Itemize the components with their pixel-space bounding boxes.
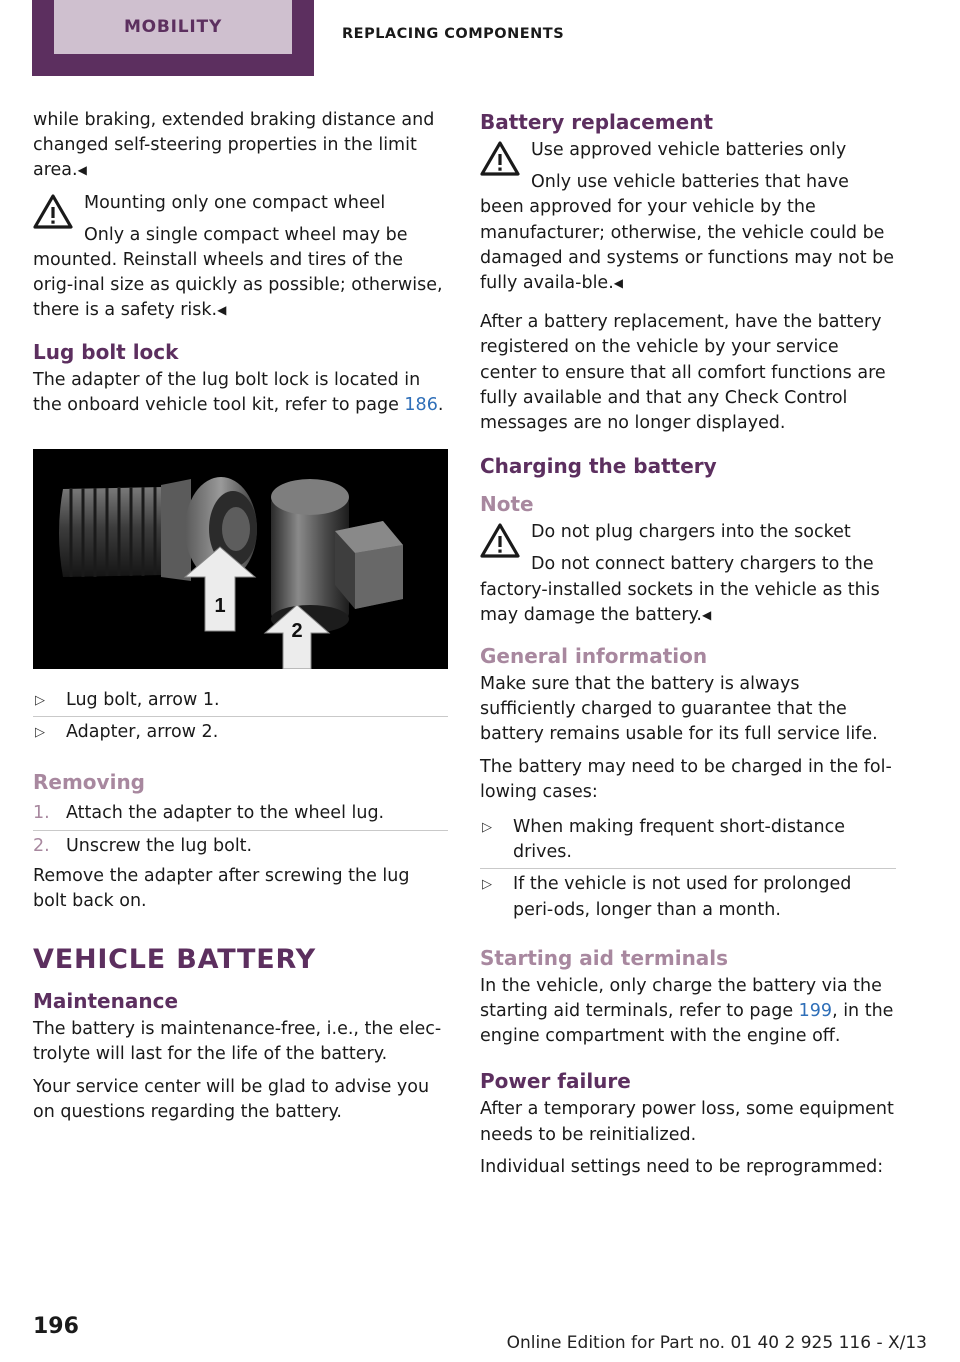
power-paragraph-2: Individual settings need to be reprogrammed: bbox=[480, 1156, 884, 1177]
remove-paragraph: Remove the adapter after screwing the lug bolt back on. bbox=[33, 865, 410, 912]
warning-body bbox=[480, 170, 896, 296]
chapter-tab bbox=[32, 0, 314, 76]
battery-replacement-heading: Battery replacement bbox=[480, 110, 714, 134]
intro-text: while braking, extended braking distance and changed self-steering properties in the limit area. bbox=[33, 110, 435, 181]
list-item-text: When making frequent short-distance drives. bbox=[513, 817, 846, 863]
bullet-triangle-icon: ▷ bbox=[482, 820, 492, 836]
list-item-text: Lug bolt, arrow 1. bbox=[66, 690, 220, 711]
end-mark-icon: ◀ bbox=[613, 276, 623, 291]
intro-paragraph bbox=[33, 108, 448, 184]
page-link-186[interactable]: 186 bbox=[404, 394, 438, 415]
step-text: Attach the adapter to the wheel lug. bbox=[66, 803, 385, 824]
removing-heading: Removing bbox=[33, 770, 145, 795]
lug-bolt-legend bbox=[33, 685, 448, 748]
warning-body bbox=[33, 223, 448, 324]
warning-body bbox=[480, 552, 896, 628]
step-number: 2. bbox=[33, 835, 50, 856]
general-paragraph-1: Make sure that the battery is always sufficiently charged to guarantee that the battery remains usable for its full service life. bbox=[480, 674, 878, 745]
starting-aid-paragraph bbox=[480, 974, 896, 1050]
warning-chargers-socket bbox=[480, 520, 896, 628]
list-item bbox=[33, 716, 448, 748]
lug-bolt-heading: Lug bolt lock bbox=[33, 339, 179, 364]
warning-triangle-icon bbox=[33, 194, 73, 231]
list-item bbox=[33, 685, 448, 716]
section-title: REPLACING COMPONENTS bbox=[342, 26, 565, 42]
warning-compact-wheel bbox=[33, 191, 448, 324]
warning-approved-batteries bbox=[480, 138, 896, 296]
page-link-199[interactable]: 199 bbox=[798, 1001, 833, 1022]
chapter-tab-inner bbox=[54, 0, 292, 54]
starting-aid-text-end: , in the engine compartment with the engine off. bbox=[480, 1001, 894, 1047]
end-mark-icon: ◀ bbox=[217, 303, 227, 318]
warning-title: Mounting only one compact wheel bbox=[84, 192, 386, 213]
starting-aid-heading: Starting aid terminals bbox=[480, 945, 729, 970]
removing-steps bbox=[33, 798, 448, 861]
replacement-paragraph: After a battery replacement, have the battery registered on the vehicle by your service center to ensure that all comfort functions are fully available and that any Check Control messages are no longer displayed. bbox=[480, 312, 886, 434]
power-failure-heading: Power failure bbox=[480, 1069, 631, 1094]
warning-body-text: Only a single compact wheel may be mounted. Reinstall wheels and tires of the orig‐inal size as quickly as possible; otherwise, there is a safety risk. bbox=[33, 224, 443, 321]
bullet-triangle-icon: ▷ bbox=[35, 693, 45, 709]
warning-triangle-icon bbox=[480, 523, 520, 560]
right-column bbox=[480, 108, 896, 1187]
step-text: Unscrew the lug bolt. bbox=[66, 835, 253, 856]
general-information-heading: General information bbox=[480, 644, 708, 669]
edition-footer: Online Edition for Part no. 01 40 2 925 116 - X/13 bbox=[506, 1333, 927, 1353]
warning-triangle-icon bbox=[480, 141, 520, 178]
charging-cases-list bbox=[480, 812, 896, 926]
lug-bolt-text-end: . bbox=[437, 394, 444, 415]
maintenance-heading: Maintenance bbox=[33, 989, 179, 1014]
charging-heading: Charging the battery bbox=[480, 454, 717, 479]
maintenance-paragraph-1: The battery is maintenance-free, i.e., the elec‐trolyte will last for the life of the battery. bbox=[33, 1019, 442, 1065]
list-item bbox=[480, 868, 896, 925]
bullet-triangle-icon: ▷ bbox=[35, 725, 45, 741]
step-number: 1. bbox=[33, 803, 50, 824]
power-paragraph-1: After a temporary power loss, some equipment needs to be reinitialized. bbox=[480, 1099, 894, 1145]
starting-aid-text: In the vehicle, only charge the battery via the starting aid terminals, refer to page bbox=[480, 975, 882, 1022]
vehicle-battery-title: VEHICLE BATTERY bbox=[33, 944, 316, 976]
left-column bbox=[33, 108, 448, 1132]
general-paragraph-2: The battery may need to be charged in the fol‐lowing cases: bbox=[480, 756, 892, 802]
arrow-2-label: 2 bbox=[291, 620, 303, 643]
list-item-text: Adapter, arrow 2. bbox=[66, 722, 219, 743]
note-heading: Note bbox=[480, 492, 534, 517]
warning-title: Use approved vehicle batteries only bbox=[531, 140, 847, 160]
page-number: 196 bbox=[33, 1314, 79, 1339]
chapter-title: MOBILITY bbox=[123, 17, 223, 37]
lug-bolt-photo bbox=[33, 449, 448, 669]
arrow-1-label: 1 bbox=[214, 595, 226, 618]
lug-bolt-paragraph bbox=[33, 368, 448, 418]
warning-title: Do not plug chargers into the socket bbox=[531, 522, 851, 543]
warning-body-text: Do not connect battery chargers to the factory-installed sockets in the vehicle as this may damage the battery. bbox=[480, 554, 880, 625]
maintenance-paragraph-2: Your service center will be glad to advise you on questions regarding the battery. bbox=[33, 1076, 430, 1122]
list-item bbox=[480, 812, 896, 868]
bullet-triangle-icon: ▷ bbox=[482, 877, 492, 893]
end-mark-icon: ◀ bbox=[77, 163, 87, 178]
step-item bbox=[33, 798, 448, 829]
warning-body-text: Only use vehicle batteries that have been approved for your vehicle by the manufacturer; otherwise, the vehicle could be damaged and systems or functions may not be fully availa‐ble. bbox=[480, 172, 895, 294]
step-item bbox=[33, 830, 448, 862]
end-mark-icon: ◀ bbox=[701, 607, 712, 622]
lug-bolt-text: The adapter of the lug bolt lock is located in the onboard vehicle tool kit, refer to page bbox=[33, 369, 421, 415]
list-item-text: If the vehicle is not used for prolonged peri‐ods, longer than a month. bbox=[513, 874, 852, 920]
